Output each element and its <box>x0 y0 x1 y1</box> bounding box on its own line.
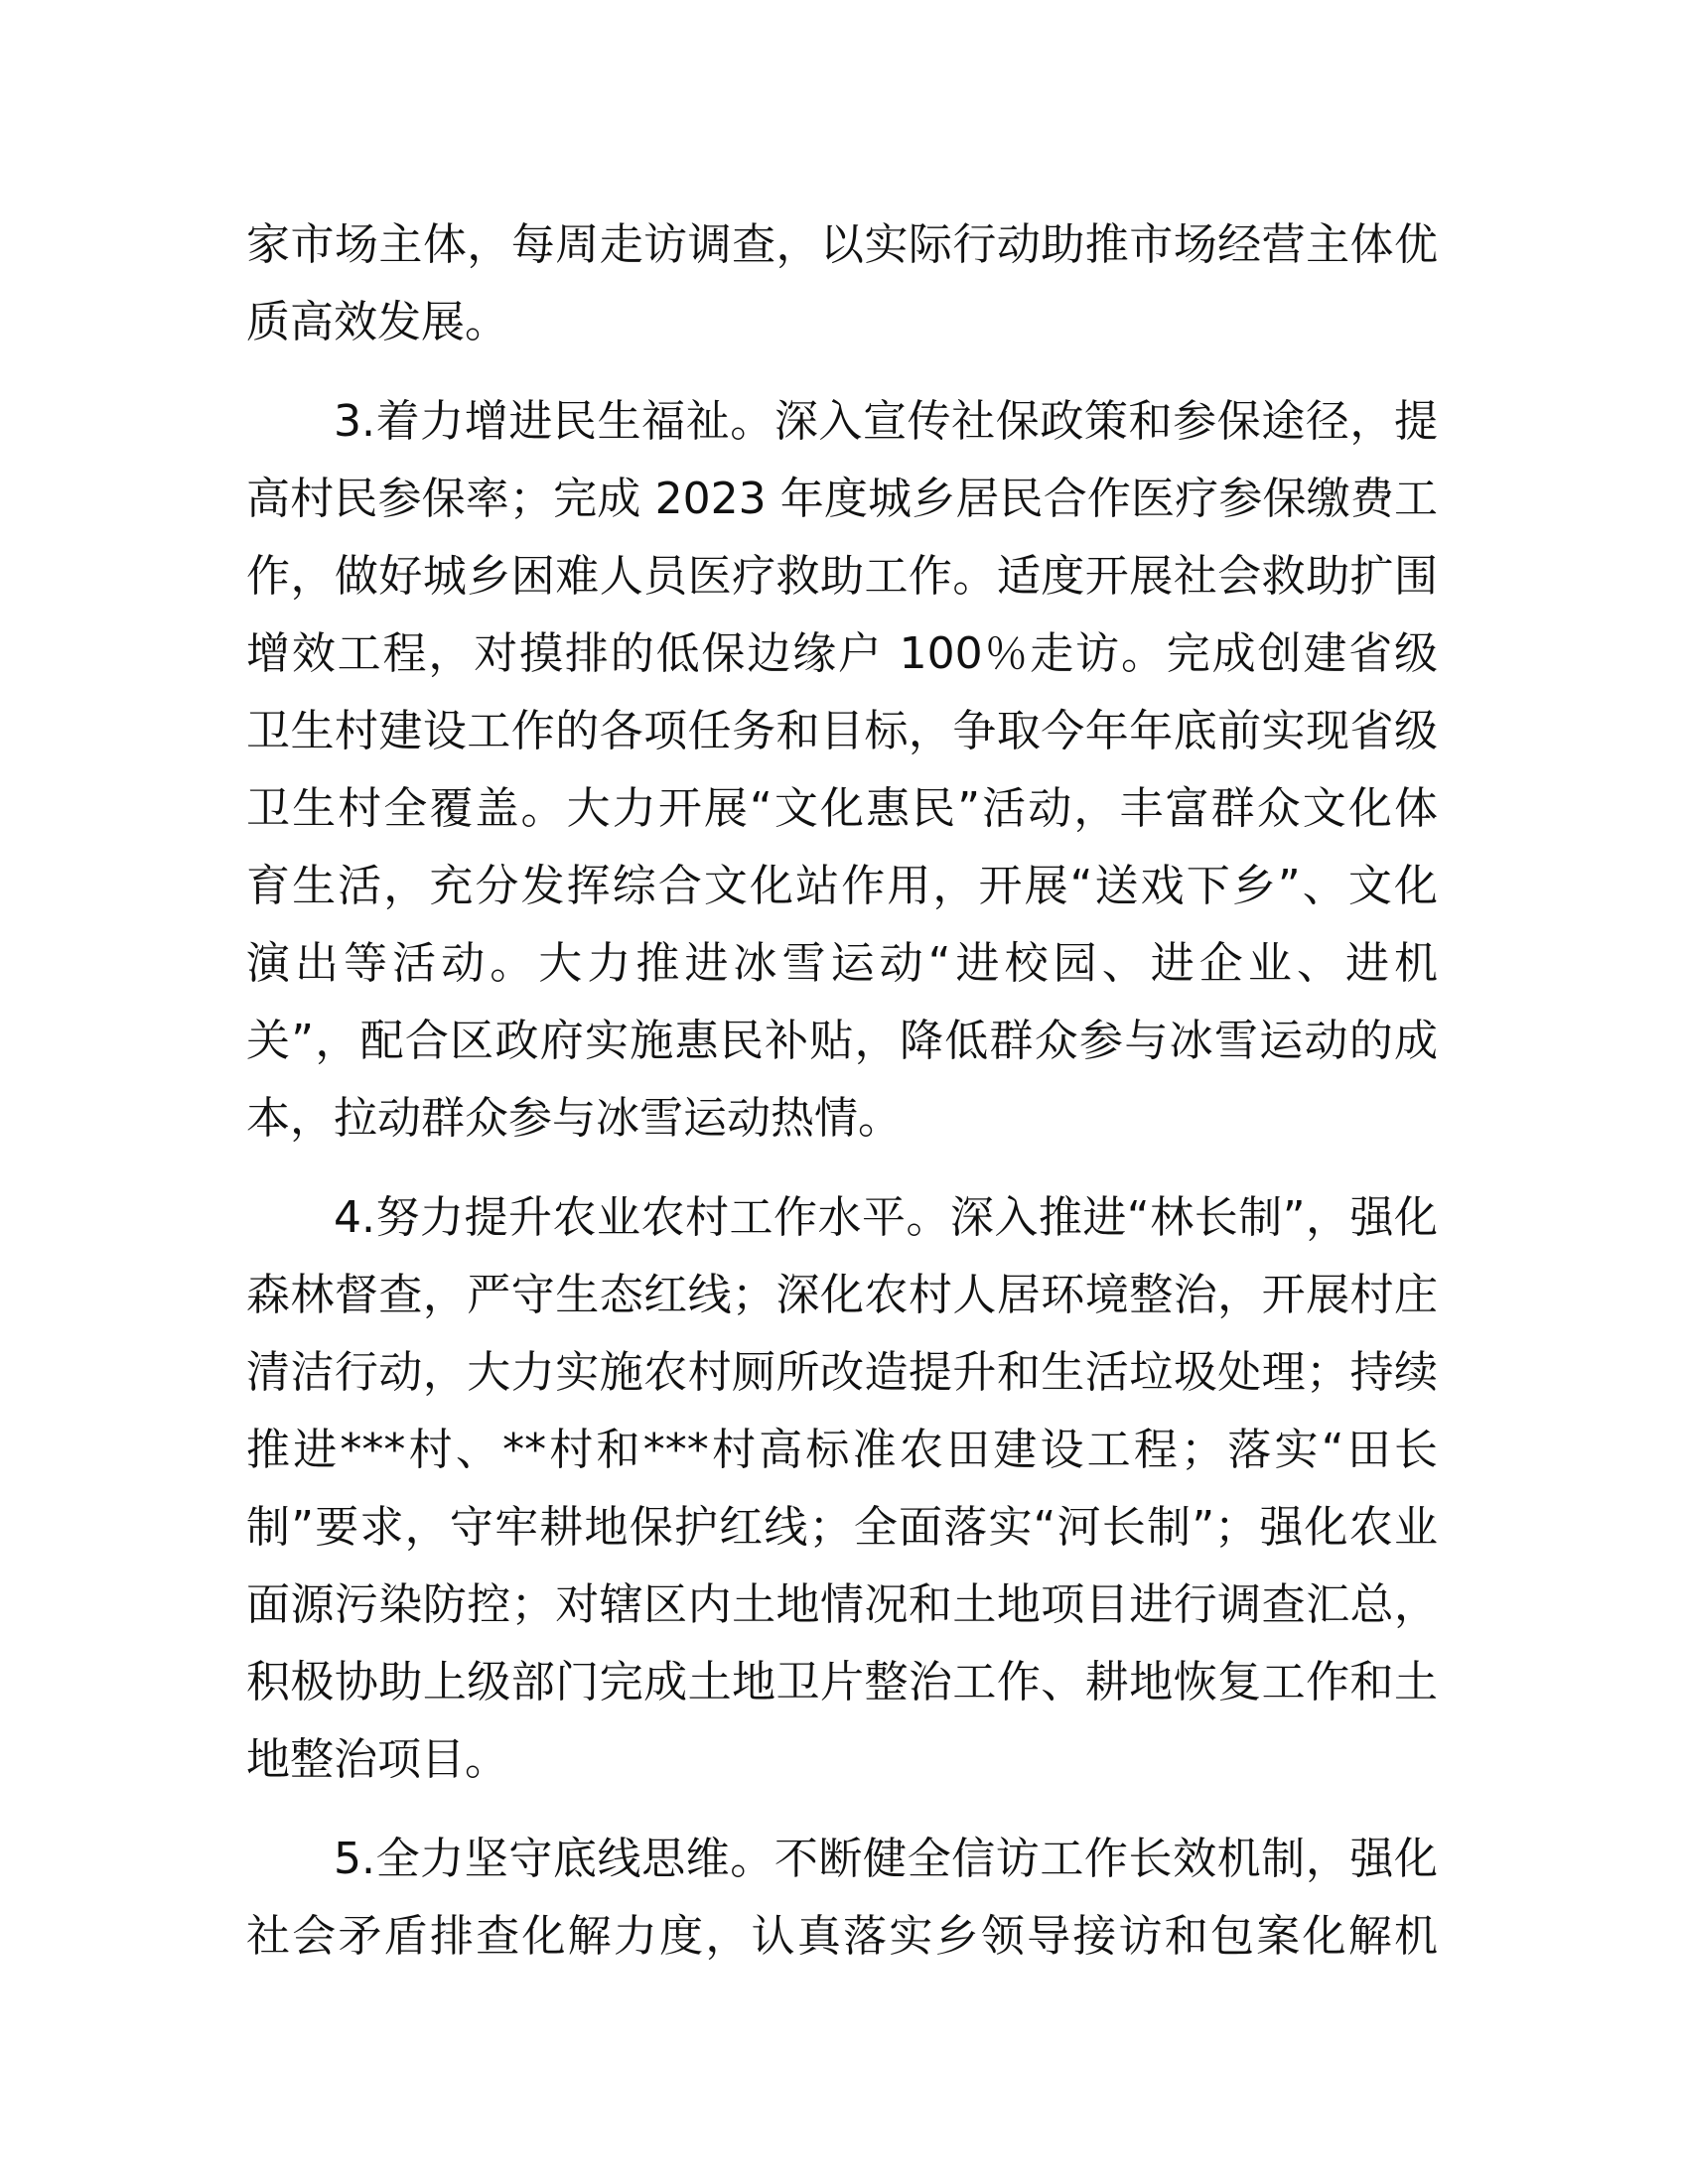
text-line: 社会矛盾排查化解力度，认真落实乡领导接访和包案化解机 <box>246 1911 1438 1962</box>
text-line: 3.着力增进民生福祉。深入宣传社保政策和参保途径，提 <box>334 396 1438 447</box>
text-line: 关”，配合区政府实施惠民补贴，降低群众参与冰雪运动的成 <box>246 1016 1438 1066</box>
text-line: 森林督查，严守生态红线；深化农村人居环境整治，开展村庄 <box>246 1270 1438 1320</box>
text-line: 4.努力提升农业农村工作水平。深入推进“林长制”，强化 <box>334 1192 1438 1243</box>
text-line: 卫生村建设工作的各项任务和目标，争取今年年底前实现省级 <box>246 706 1438 756</box>
text-line: 面源污染防控；对辖区内土地情况和土地项目进行调查汇总， <box>246 1579 1438 1630</box>
text-line: 高村民参保率；完成 2023 年度城乡居民合作医疗参保缴费工 <box>246 474 1438 524</box>
paragraph-1 <box>246 206 1438 361</box>
document-body <box>246 206 1438 1976</box>
text-line: 5.全力坚守底线思维。不断健全信访工作长效机制，强化 <box>334 1834 1438 1884</box>
text-line: 积极协助上级部门完成土地卫片整治工作、耕地恢复工作和土 <box>246 1657 1438 1707</box>
paragraph-4 <box>246 1821 1438 1976</box>
text-line: 制”要求，守牢耕地保护红线；全面落实“河长制”；强化农业 <box>246 1502 1438 1553</box>
paragraph-2 <box>246 383 1438 1158</box>
text-line: 清洁行动，大力实施农村厕所改造提升和生活垃圾处理；持续 <box>246 1347 1438 1398</box>
text-line: 家市场主体，每周走访调查，以实际行动助推市场经营主体优 <box>246 219 1438 270</box>
text-line: 地整治项目。 <box>246 1734 508 1785</box>
paragraph-3 <box>246 1179 1438 1799</box>
text-line: 推进***村、**村和***村高标准农田建设工程；落实“田长 <box>246 1425 1438 1475</box>
text-line: 卫生村全覆盖。大力开展“文化惠民”活动，丰富群众文化体 <box>246 783 1438 834</box>
text-line: 增效工程，对摸排的低保边缘户 100％走访。完成创建省级 <box>246 628 1438 679</box>
text-line: 育生活，充分发挥综合文化站作用，开展“送戏下乡”、文化 <box>246 861 1438 911</box>
text-line: 演出等活动。大力推进冰雪运动“进校园、进企业、进机 <box>246 938 1438 989</box>
text-line: 本，拉动群众参与冰雪运动热情。 <box>246 1093 902 1144</box>
text-line: 质高效发展。 <box>246 297 508 347</box>
text-line: 作，做好城乡困难人员医疗救助工作。适度开展社会救助扩围 <box>246 551 1438 602</box>
